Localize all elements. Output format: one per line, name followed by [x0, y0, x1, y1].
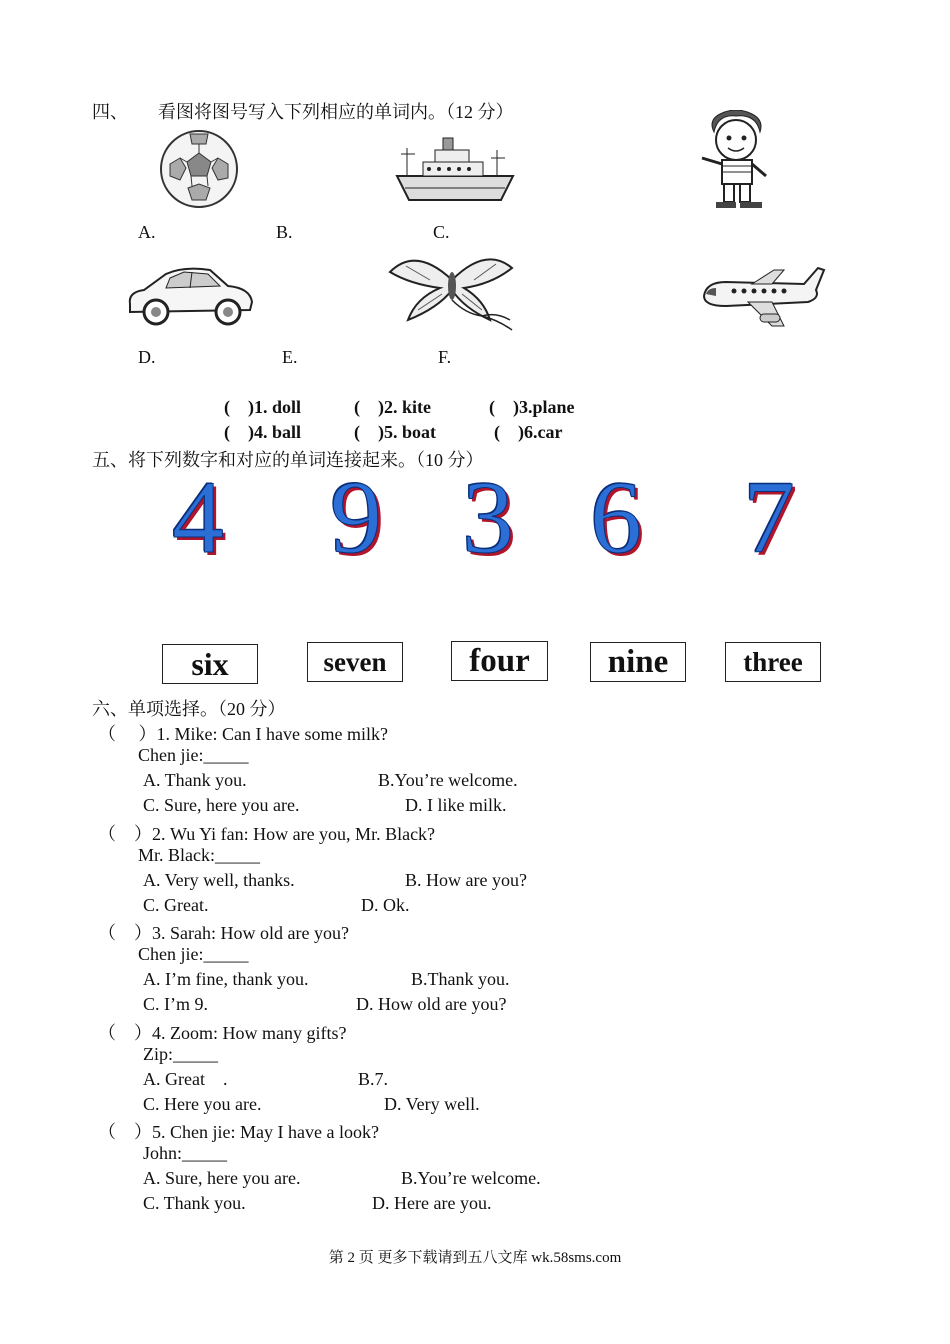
question-2-option-d: D. Ok. — [361, 895, 410, 915]
question-4-stem: （ ）4. Zoom: How many gifts? — [98, 1023, 347, 1043]
numeral-4: 4 — [172, 460, 224, 575]
question-3-option-a: A. I’m fine, thank you. — [143, 969, 309, 989]
item-ball: ( )4. ball — [224, 422, 302, 442]
question-1-option-d: D. I like milk. — [405, 795, 507, 815]
section4-number: 四、 — [92, 102, 128, 122]
section4-title: 看图将图号写入下列相应的单词内。（12 分） — [158, 102, 514, 122]
item-car: ( )6.car — [494, 422, 563, 442]
question-5-stem: （ ）5. Chen jie: May I have a look? — [98, 1122, 379, 1142]
kite-icon — [386, 250, 518, 336]
picture-label-e: E. — [282, 347, 298, 367]
question-2-stem: （ ）2. Wu Yi fan: How are you, Mr. Black? — [98, 824, 436, 844]
question-3-speaker: Chen jie:_____ — [138, 944, 249, 964]
question-4-option-c: C. Here you are. — [143, 1094, 262, 1114]
picture-label-f: F. — [438, 347, 452, 367]
question-1-stem: （ ）1. Mike: Can I have some milk? — [98, 724, 388, 744]
question-4-option-a: A. Great . — [143, 1069, 228, 1089]
question-2-option-c: C. Great. — [143, 895, 209, 915]
question-5-speaker: John:_____ — [143, 1143, 228, 1163]
question-4-option-d: D. Very well. — [384, 1094, 480, 1114]
question-5-option-d: D. Here are you. — [372, 1193, 492, 1213]
question-5-option-a: A. Sure, here you are. — [143, 1168, 301, 1188]
item-kite: ( )2. kite — [354, 397, 431, 417]
word-box-seven: seven — [307, 642, 403, 682]
section6-title: 六、单项选择。（20 分） — [92, 699, 286, 719]
doll-icon — [694, 110, 778, 210]
question-1-option-c: C. Sure, here you are. — [143, 795, 300, 815]
section5-title: 五、将下列数字和对应的单词连接起来。（10 分） — [92, 450, 484, 470]
word-box-four: four — [451, 641, 548, 681]
question-4-speaker: Zip:_____ — [143, 1044, 218, 1064]
item-plane: ( )3.plane — [489, 397, 575, 417]
soccer-ball-icon — [158, 128, 240, 210]
picture-label-d: D. — [138, 347, 156, 367]
picture-label-b: B. — [276, 222, 293, 242]
picture-label-c: C. — [433, 222, 450, 242]
question-2-option-b: B. How are you? — [405, 870, 527, 890]
question-1-speaker: Chen jie:_____ — [138, 745, 249, 765]
question-1-option-a: A. Thank you. — [143, 770, 247, 790]
question-2-speaker: Mr. Black:_____ — [138, 845, 260, 865]
item-doll: ( )1. doll — [224, 397, 302, 417]
page-footer: 第 2 页 更多下载请到五八文库 wk.58sms.com — [328, 1250, 622, 1266]
question-3-option-d: D. How old are you? — [356, 994, 507, 1014]
question-5-option-c: C. Thank you. — [143, 1193, 246, 1213]
numeral-3: 3 — [462, 460, 514, 575]
question-3-stem: （ ）3. Sarah: How old are you? — [98, 923, 349, 943]
word-box-three: three — [725, 642, 821, 682]
question-3-option-b: B.Thank you. — [411, 969, 510, 989]
question-5-option-b: B.You’re welcome. — [401, 1168, 541, 1188]
car-icon — [124, 262, 256, 330]
question-4-option-b: B.7. — [358, 1069, 389, 1089]
plane-icon — [692, 264, 828, 330]
word-box-six: six — [162, 644, 258, 684]
numeral-7: 7 — [743, 460, 795, 575]
numeral-9: 9 — [330, 460, 382, 575]
question-3-option-c: C. I’m 9. — [143, 994, 208, 1014]
picture-label-a: A. — [138, 222, 156, 242]
numeral-6: 6 — [590, 460, 642, 575]
item-boat: ( )5. boat — [354, 422, 436, 442]
ship-icon — [393, 132, 519, 208]
question-2-option-a: A. Very well, thanks. — [143, 870, 295, 890]
word-box-nine: nine — [590, 642, 686, 682]
question-1-option-b: B.You’re welcome. — [378, 770, 518, 790]
